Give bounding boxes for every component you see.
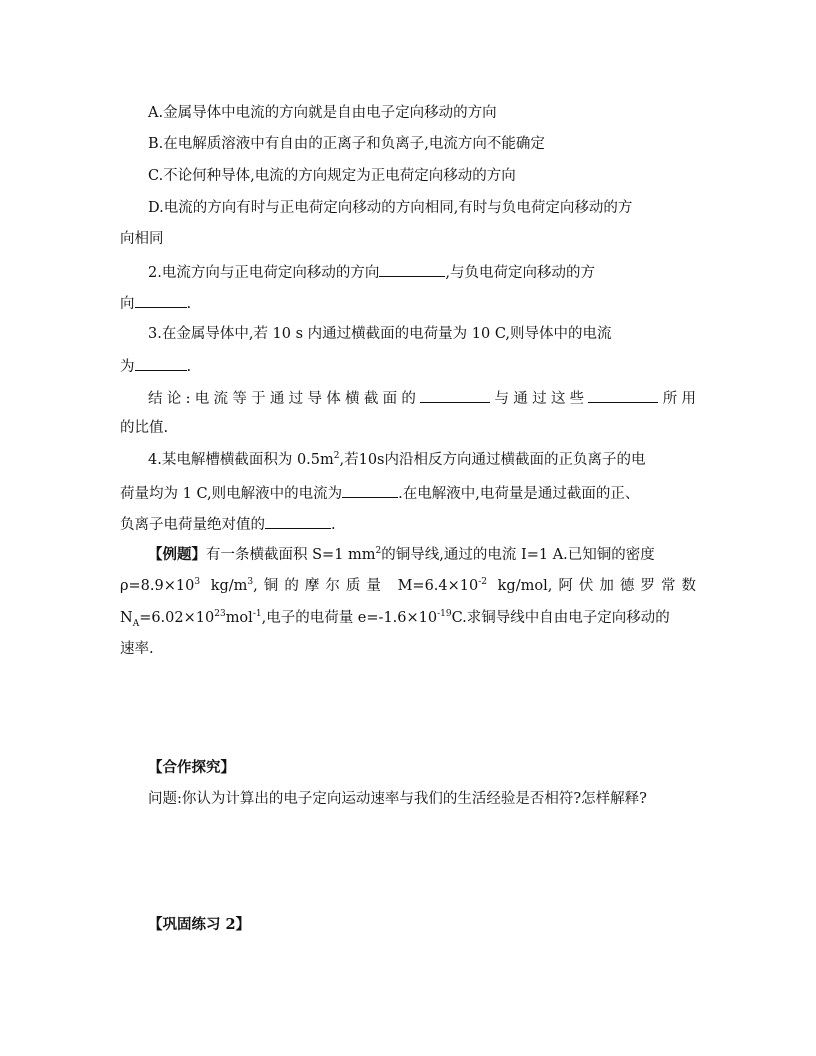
question-2-line1	[0, 261, 816, 283]
question-4-text: .在电解液中,电荷量是通过截面的正、	[398, 486, 640, 502]
option-c: C.不论何种导体,电流的方向规定为正电荷定向移动的方向	[148, 168, 516, 184]
example-label: 【例题】	[148, 546, 206, 563]
example-text: =6.02×10	[139, 610, 215, 626]
question-4-text: 荷量均为 1 C,则电解液中的电流为	[120, 486, 343, 502]
example-line4: 速率.	[120, 641, 154, 657]
question-2-text: ,与负电荷定向移动的方	[445, 265, 595, 281]
superscript: 23	[214, 609, 226, 620]
conclusion-line2: 的比值.	[120, 420, 169, 436]
question-4-text: 负离子电荷量绝对值的	[120, 517, 265, 533]
superscript: 3	[194, 577, 201, 588]
example-line3	[0, 608, 816, 628]
example-text: kg/mol,阿伏加德罗常数	[487, 578, 697, 594]
question-3-line1: 3.在金属导体中,若 10 s 内通过横截面的电荷量为 10 C,则导体中的电流	[148, 326, 612, 342]
practice-heading: 【巩固练习 2】	[148, 916, 251, 933]
answer-blank	[420, 387, 490, 403]
superscript: 3	[247, 577, 254, 588]
question-4-line2	[0, 482, 816, 504]
example-text: 有一条横截面积 S=1 mm	[206, 547, 376, 563]
superscript: -2	[478, 577, 488, 588]
subscript: A	[132, 618, 140, 629]
superscript: -19	[437, 609, 452, 620]
option-a: A.金属导体中电流的方向就是自由电子定向移动的方向	[148, 105, 497, 121]
cooperation-question: 问题:你认为计算出的电子定向运动速率与我们的生活经验是否相符?怎样解释?	[148, 791, 647, 807]
answer-blank	[265, 513, 331, 529]
question-4-text: 4.某电解槽横截面积为 0.5m	[148, 452, 334, 468]
answer-blank	[135, 292, 187, 308]
example-line1	[0, 545, 816, 565]
example-text: ρ=8.9×10	[120, 578, 195, 594]
question-3-text: .	[186, 359, 192, 375]
example-text: C.求铜导线中自由电子定向移动的	[451, 610, 670, 626]
example-text: ,电子的电荷量 e=-1.6×10	[261, 610, 438, 626]
question-4-text: ,若10s内沿相反方向通过横截面的正负离子的电	[339, 452, 646, 468]
superscript: 2	[375, 546, 382, 557]
superscript: -1	[252, 609, 262, 620]
example-text: N	[120, 610, 133, 626]
answer-blank	[588, 387, 658, 403]
example-text: mol	[225, 610, 253, 626]
answer-blank	[342, 482, 398, 498]
answer-blank	[135, 355, 187, 371]
option-d-line1: D.电流的方向有时与正电荷定向移动的方向相同,有时与负电荷定向移动的方	[148, 200, 633, 216]
conclusion-line1	[148, 387, 696, 409]
question-2-text: 2.电流方向与正电荷定向移动的方向	[148, 265, 380, 281]
conclusion-text: 与通过这些	[490, 391, 589, 407]
question-2-line2	[0, 292, 816, 314]
example-text: kg/m	[200, 578, 248, 594]
example-text: 的铜导线,通过的电流 I=1 A.已知铜的密度	[381, 547, 655, 563]
question-3-line2	[0, 355, 816, 377]
question-4-text: .	[331, 517, 336, 533]
conclusion-text: 结论:电流等于通过导体横截面的	[148, 391, 421, 407]
option-d-line2: 向相同	[120, 231, 164, 247]
question-2-text: .	[186, 296, 192, 312]
question-2-text: 向	[120, 296, 135, 312]
option-b: B.在电解质溶液中有自由的正离子和负离子,电流方向不能确定	[148, 136, 545, 152]
question-4-line1	[0, 450, 816, 470]
answer-blank	[379, 261, 445, 277]
example-text: ,铜的摩尔质量 M=6.4×10	[253, 578, 479, 594]
question-3-text: 为	[120, 359, 135, 375]
example-line2	[120, 576, 696, 596]
superscript: 2	[333, 451, 340, 462]
cooperation-heading: 【合作探究】	[148, 759, 235, 776]
conclusion-text: 所用	[658, 391, 697, 407]
question-4-line3	[0, 513, 816, 535]
